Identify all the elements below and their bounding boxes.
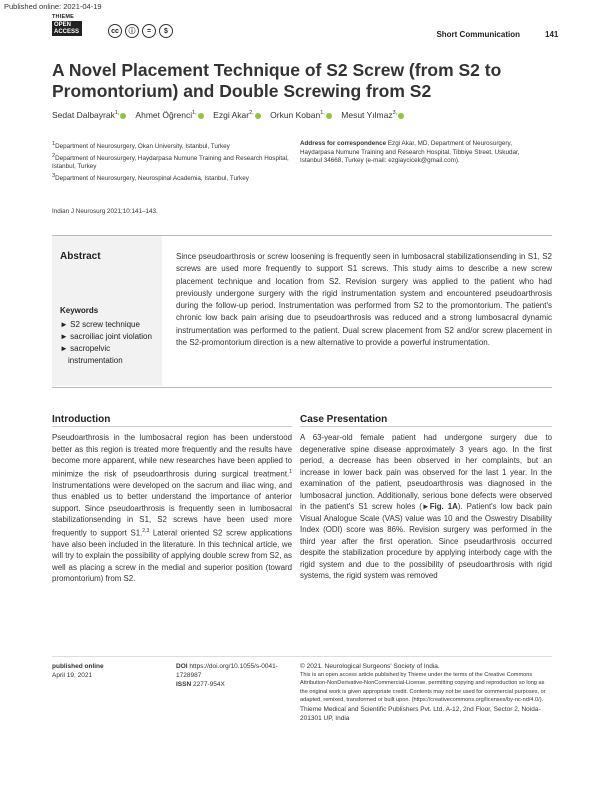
published-online-top: Published online: 2021-04-19 bbox=[4, 2, 102, 11]
affiliations bbox=[52, 140, 292, 183]
cc-icon: cc bbox=[108, 24, 122, 38]
divider bbox=[52, 426, 292, 427]
divider bbox=[52, 656, 552, 657]
keyword-item: ► sacroiliac joint violation bbox=[60, 332, 152, 341]
correspondence bbox=[300, 140, 530, 166]
keyword-item: ► S2 screw technique bbox=[60, 320, 140, 329]
logo-access: ACCESS bbox=[54, 28, 80, 35]
logo-open-access bbox=[52, 21, 82, 36]
citation: Indian J Neurosurg 2021;10:141–143. bbox=[52, 208, 158, 215]
abstract-text: Since pseudoarthrosis or screw loosening is frequently seen in lumbosacral stabilizationsending in S1, S2 screws are used more frequently to support S1 screws. This study aims to describe a new screw placement technique and location from S2. Revision surgery was applied to the patient who had previously undergone surgery with the rigid instrumentation system and encountered pseudoarthrosis during the follow-up period. Instrumentation was performed from S2 to the promontorium. The patient's chronic low back pain arising due to pseudoarthrosis was reduced and a strong lumbosacral dynamic instrumentation was performed to the patient. Dual screw placement from S2 and/or screw placement in the S2-promontorium direction is a new alternative to provide a powerful instrumentation. bbox=[176, 252, 552, 348]
abstract-heading: Abstract bbox=[60, 251, 101, 262]
orcid-icon bbox=[398, 113, 404, 119]
case-heading: Case Presentation bbox=[300, 414, 388, 425]
author[interactable]: Ahmet Öğrenci$^{1,}$ bbox=[135, 110, 203, 120]
author[interactable]: Sedat Dalbayrak$^{1,}$ bbox=[52, 110, 126, 120]
author[interactable]: Mesut Yılmaz$^{3,}$ bbox=[341, 110, 404, 120]
divider bbox=[300, 426, 552, 427]
section-label: Short Communication bbox=[436, 30, 520, 39]
keyword-item: ► sacropelvic instrumentation bbox=[60, 344, 123, 365]
author[interactable]: Ezgi Akar$^{2,}$ bbox=[213, 110, 261, 120]
logo-open: OPEN bbox=[54, 22, 72, 28]
footer-published: published online April 19, 2021 bbox=[52, 663, 104, 679]
footer-license: © 2021. Neurological Surgeons' Society of India. This is an open access article published by Thieme under the terms of the Creative Commons Attribution-NonDerivative-NonCommercial-License, permitting copying and reproduction so long as the original work is given appropriate credit. Contents may not be used for commercial purposes, or adapted, remixed, transformed or built upon. (https://creativecommons.org/licenses/by-nc-nd/4.0/). Thieme Medical and Scientific Publishers Pvt. Ltd. A-12, 2nd Floor, Sector 2, Noida-201301 UP, India bbox=[300, 663, 546, 722]
thieme-open-access-logo bbox=[52, 14, 82, 36]
author[interactable]: Orkun Koban$^{1,}$ bbox=[270, 110, 332, 120]
correspondence-label: Address for correspondence bbox=[300, 140, 387, 147]
orcid-icon bbox=[255, 113, 261, 119]
doi-link[interactable]: https://doi.org/10.1055/s-0041-1728987 bbox=[176, 663, 278, 679]
author-list bbox=[52, 110, 572, 120]
nd-icon: $ bbox=[159, 24, 173, 38]
orcid-icon bbox=[120, 113, 126, 119]
correspondence-text: Ezgi Akar, MD, Department of Neurosurgery, Haydarpasa Numune Training and Research Hospital, Tibbiye Street, Uskudar, Istanbul 34668, Turkey (e-mail: ezgiaycicek@gmail.com). bbox=[300, 140, 520, 164]
footer-doi: DOI https://doi.org/10.1055/s-0041-1728987 ISSN 2277-954X bbox=[176, 663, 278, 688]
nc-icon: = bbox=[142, 24, 156, 38]
affiliation: $^1$Department of Neurosurgery, Okan University, Istanbul, Turkey bbox=[52, 141, 230, 151]
keyword-list bbox=[60, 319, 160, 367]
divider bbox=[52, 387, 552, 388]
affiliation: $^2$Department of Neurosurgery, Haydarpasa Numune Training and Research Hospital, Istanbul, Turkey bbox=[52, 152, 289, 171]
page-number: 141 bbox=[545, 30, 559, 39]
affiliation: $^3$Department of Neurosurgery, Neurospinal Academia, Istanbul, Turkey bbox=[52, 172, 249, 182]
introduction-text: Pseudoarthrosis in the lumbosacral region has been understood better as this region is treated more frequently and the results have become more apparent, while new researches have been applied to minimize the risk of pseudoarthrosis during surgical treatment.$^1$ Instrumentations were developed on the sacrum and iliac wing, and thus enabled us to better understand the importance of anterior support. Since pseudoarthrosis is frequently seen in lumbosacral stabilizationsending in S1, S2 screws have been used more frequently to support S1.$^{2,3}$ Lateral oriented S2 screw applications have also been included in the literature. In this technical article, we will try to explain the possibility of applying double screw from S2, as well as placing a screw in the medial and superior position (toward promontorium) from S2. bbox=[52, 433, 292, 584]
keywords-heading: Keywords bbox=[60, 306, 99, 315]
by-icon: ⓘ bbox=[125, 24, 139, 38]
figure-ref-link[interactable]: ►Fig. 1A bbox=[421, 502, 458, 511]
case-text: A 63-year-old female patient had undergone surgery due to degenerative spine disease approximately 3 years ago. In the first period, a decrease has been observed in her complaints, but an increase in lower back pain was observed for the last 1 year. In the examination of the patient, pseudoarthrosis was diagnosed in the lumbosacral junction. Additionally, serious bone defects were observed in the patient's S1 screw holes (►Fig. 1A). Patient's low back pain Visual Analogue Scale (VAS) value was 10 and the Oswestry Disability Index (ODI) score was 86%. Revision surgery was performed in the third year after the first operation. Since pseudarthrosis occurred despite the stabilization procedure by applying interbody cage with the rigid system and due to the possibility of pseudoarthrosis with rigid systems, the rigid system was removed bbox=[300, 433, 552, 580]
cc-license-icons bbox=[108, 24, 173, 38]
article-title: A Novel Placement Technique of S2 Screw (from S2 to Promontorium) and Double Screwing from S2 bbox=[52, 60, 502, 101]
introduction-heading: Introduction bbox=[52, 414, 111, 425]
orcid-icon bbox=[198, 113, 204, 119]
orcid-icon bbox=[326, 113, 332, 119]
logo-thieme: THIEME bbox=[52, 14, 74, 20]
